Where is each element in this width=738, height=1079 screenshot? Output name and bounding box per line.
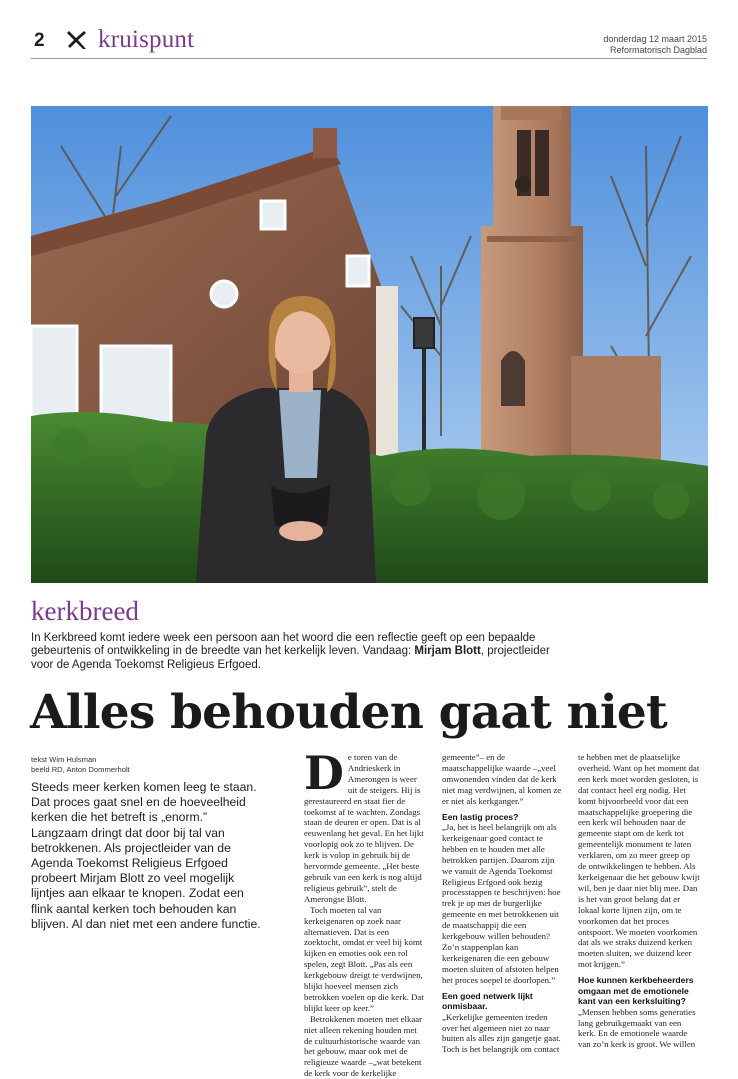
intro-text-before: In Kerkbreed komt iedere week een persoon aan het woord die een reflectie geeft op een bepaalde gebeurtenis of ontwikkeling in de breedte van het kerkelijk leven. Vandaag:: [31, 632, 536, 658]
section-logo-icon: [66, 29, 88, 51]
body-column-3: [578, 752, 700, 1050]
dropcap: D: [304, 746, 344, 800]
series-kicker: kerkbreed: [31, 596, 139, 626]
intro-text: [31, 632, 551, 672]
body-paragraph: „Ja, het is heel belangrijk om als kerkeigenaar goed contact te hebben en te houden met alle betrokken partijen. Daarom zijn we vanuit de Agenda Toekomst Religieus Erfgoed ook bezig processtappen te beschrijven: hoe trek je op met de burgerlijke gemeente en met betrokkenen uit de maatschappij die een kerkgebouw willen behouden? Zo’n stappenplan kan kerkeigenaren die een gebouw moeten sluiten of afstoten helpen het proces soepel te doorlopen.”: [442, 822, 561, 985]
intro-person-name: Mirjam Blott: [414, 645, 481, 658]
credits: [31, 755, 130, 775]
article-photo: [31, 106, 708, 583]
photo-credit: beeld RD, Anton Dommerholt: [31, 765, 130, 774]
section-name: kruispunt: [98, 26, 195, 53]
interview-question: Een goed netwerk lijkt onmisbaar.: [442, 990, 533, 1012]
page-number: 2: [34, 30, 45, 51]
body-paragraph: gemeente”– en de maatschappelijke waarde –„veel omwonenden vinden dat de kerk niet mag verdwijnen, al komen ze er niet als kerkganger.”: [442, 752, 562, 806]
headline: Alles behouden gaat niet: [30, 685, 667, 740]
body-paragraph: „Mensen hebben soms generaties lang gebruikgemaakt van een kerk. En de emotionele waarde van zo’n kerk is groot. We willen: [578, 1006, 696, 1050]
body-paragraph: e toren van de Andrieskerk in Amerongen is weer uit de steigers. Hij is gerestaureerd en staat fier de toekomst af te wachten. Zondags staan de deuren er open. Dat is al eeuwenlang het geval. En het lijkt voorlopig ook zo te blijven. De kerk is volop in gebruik bij de hervormde gemeente. „Het beste gebruik van een kerk is nog altijd religieus gebruik”, stelt de Amerongse Blott.: [304, 752, 424, 904]
issue-date-block: [603, 34, 707, 56]
header-rule: [31, 58, 707, 59]
intro-text-after: , projectleider voor de Agenda Toekomst Religieus Erfgoed.: [31, 645, 550, 671]
body-paragraph: „Kerkelijke gemeenten treden over het algemeen niet zo naar buiten als alles zijn gangetje gaat. Toch is het belangrijk om contact: [442, 1011, 561, 1055]
issue-date: donderdag 12 maart 2015: [603, 34, 707, 44]
publication-name: Reformatorisch Dagblad: [609, 45, 707, 55]
body-paragraph: Toch moeten tal van kerkeigenaren op zoek naar alternatieven. Dat is een zoektocht, omdat er veel bij komt kijken en emoties ook een rol spelen, zegt Blott. „Pas als een kerkgebouw dreigt te verdwijnen, blijkt hoeveel mensen zich betrokken voelen op die kerk. Dat blijkt keer op keer.”: [304, 904, 424, 1013]
body-column-1: [304, 746, 426, 1079]
body-column-2: [442, 752, 564, 1055]
interview-question: Een lastig proces?: [442, 811, 519, 822]
interview-question: Hoe kunnen kerkbeheerders omgaan met de emotionele kant van een kerksluiting?: [578, 975, 694, 1007]
body-paragraph: te hebben met de plaatselijke overheid. Want op het moment dat een kerk moet worden gesloten, is dat contact heel erg nodig. Het komt bijvoorbeeld voor dat een maatschappelijke groepering die een kerk wil behouden naar de gemeente stapt om de kerk tot gemeentelijk monument te laten verklaren, om zo meer greep op de ontwikkelingen te hebben. Als kerkeigenaar die het gebouw kwijt wil, ben je daar niet blij mee. Dan is het van groot belang dat er lokaal korte lijnen zijn, om te voorkomen dat het proces ontspoort. We moeten voorkomen dat als we straks duizend kerken moeten sluiten, we duizend keer mot krijgen.”: [578, 752, 700, 970]
text-credit: tekst Wim Hulsman: [31, 755, 97, 764]
body-paragraph: Betrokkenen moeten met elkaar niet alleen rekening houden met de cultuurhistorische waarde van het gebouw, maar ook met de religieuze waarde –„wat betekent de kerk voor de kerkelijke: [304, 1013, 423, 1079]
lead-paragraph: Steeds meer kerken komen leeg te staan. Dat proces gaat snel en de hoeveelheid kerken die het betreft is „enorm.” Langzaam dringt dat door bij tal van betrokkenen. Als projectleider van de Agenda Toekomst Religieus Erfgoed probeert Mirjam Blott zo veel mogelijk lijntjes aan elkaar te knopen. Zodat een flink aantal kerken toch behouden kan blijven. Al dan niet met een andere functie.: [31, 780, 261, 931]
